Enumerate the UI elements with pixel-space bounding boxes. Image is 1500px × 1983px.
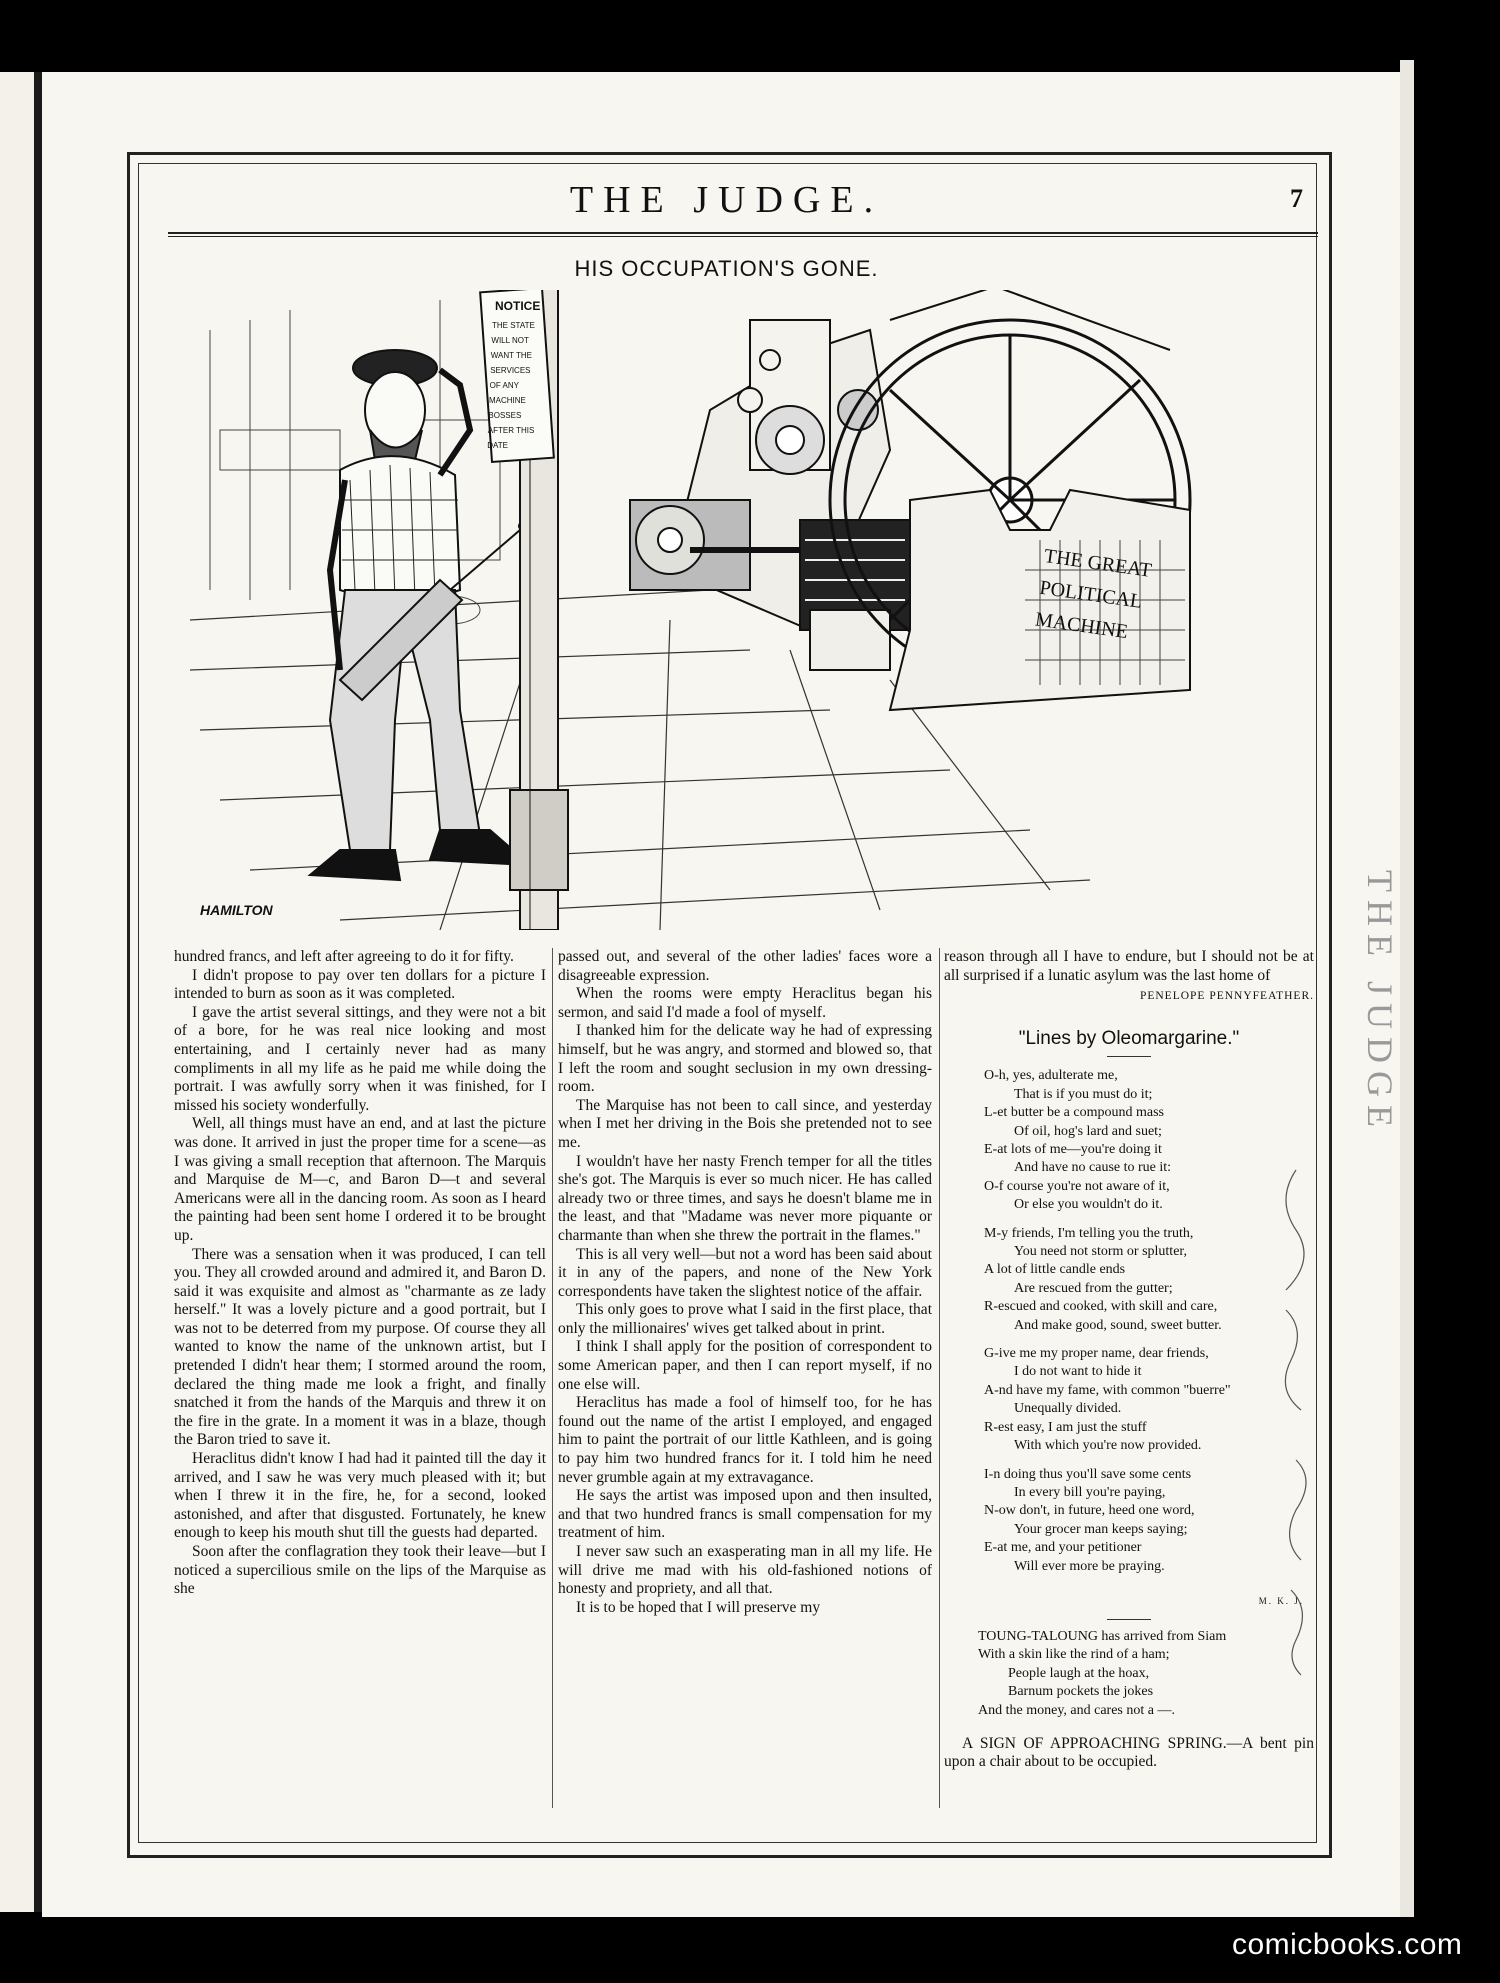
divider [1107,1619,1151,1620]
column-divider-1 [552,948,553,1808]
paragraph: Heraclitus didn't know I had had it painted till the day it arrived, and I saw he was very much pleased with it; but when I threw it in the fire, he, for a second, looked astonished, and after that disgusted. Fortunately, he knew enough to keep his mouth shut till the guests had departed. [174,1450,546,1542]
verse-line: And the money, and cares not a —. [978,1702,1175,1718]
notice-line: OF ANY [489,381,519,390]
notice-heading: NOTICE [495,299,541,313]
paragraph: I gave the artist several sittings, and they were not a bit of a bore, for he was real nice looking and most entertaining, and I certainly never had as many compliments in all my life as he paid me while doing the portrait. I was awfully sorry when it was finished, for I missed his society wonderfully. [174,1003,546,1114]
notice-line: AFTER THIS [487,426,535,435]
poem-line: R-escued and cooked, with skill and care, [984,1299,1218,1315]
poem-line: Are rescued from the gutter; [1014,1280,1173,1296]
paragraph: This only goes to prove what I said in the first place, that only the millionaires' wives get talked about in print. [558,1301,932,1337]
poem-stanza [984,1345,1314,1455]
poem-line: Of oil, hog's lard and suet; [1014,1123,1162,1139]
poem-body [944,1067,1314,1576]
poem-line: And make good, sound, sweet butter. [1014,1317,1222,1333]
paragraph: passed out, and several of the other ladies' faces wore a disagreeable expression. [558,948,932,984]
poem-line: E-at me, and your petitioner [984,1540,1142,1556]
verse-line: TOUNG-TALOUNG has arrived from Siam [978,1628,1227,1644]
article-column-1 [174,948,546,1599]
column-divider-2 [939,948,940,1808]
political-machine [630,320,910,670]
paragraph: I never saw such an exasperating man in all my life. He will drive me mad with his old-fashioned notions of honesty and propriety, and all that. [558,1543,932,1598]
machine-label-line: POLITICAL [1038,576,1144,613]
spring-heading: A SIGN OF APPROACHING SPRING. [962,1734,1227,1752]
poem-line: You need not storm or splutter, [1014,1244,1188,1260]
notice-line: MACHINE [489,396,526,405]
spine-text [1330,860,1400,1240]
watermark: comicbooks.com [1232,1928,1463,1961]
poem-line: M-y friends, I'm telling you the truth, [984,1225,1194,1241]
verse-line: Barnum pockets the jokes [1008,1684,1154,1700]
notice-line: SERVICES [490,366,531,375]
spring-item [944,1735,1314,1772]
poem-line: And have no cause to rue it: [1014,1160,1172,1176]
machine-base [890,490,1190,710]
poem-line: Or else you wouldn't do it. [1014,1197,1163,1213]
poem-line: R-est easy, I am just the stuff [984,1419,1147,1435]
masthead-rule-thin [168,236,1318,237]
poem-stanza [984,1067,1314,1214]
paragraph: reason through all I have to endure, but I should not be at all surprised if a lunatic asylum was the last home of [944,948,1314,984]
poem-stanza [984,1225,1314,1335]
author-signature: PENELOPE PENNYFEATHER. [1139,990,1314,1003]
notice-sign [480,290,554,462]
paragraph: There was a sensation when it was produced, I can tell you. They all crowded around and admired it, and Baron D. said it was exquisite and almost as "charmante as ze lady herself." It was a lovely picture and a good portrait, but I was not to be deterred from my purpose. Of course they all wanted to know the name of the unknown artist, but I pretended I didn't hear them; I stormed around the room, declared the thing made me look a fright, and finally snatched it from the hands of the Marquis and threw it on the fire in the grate. In a moment it was in a blaze, though the Baron tried to save it. [174,1245,546,1449]
paragraph: Soon after the conflagration they took their leave—but I noticed a supercilious smile on the lips of the Marquise as she [174,1543,546,1598]
page-stack-edge [1400,60,1414,1920]
article-column-2 [558,948,932,1617]
paragraph: The Marquise has not been to call since, and yesterday when I met her driving in the Bois she pretended not to see me. [558,1096,932,1151]
verse-line: People laugh at the hoax, [1008,1665,1150,1681]
poem-line: E-at lots of me—you're doing it [984,1142,1162,1157]
paragraph: When the rooms were empty Heraclitus began his sermon, and said I'd made a fool of myself. [558,985,932,1021]
artist-signature: HAMILTON [200,902,273,918]
poem-line: A-nd have my fame, with common "buerre" [984,1382,1231,1398]
gutter-shadow [34,72,42,1912]
machine-label-line: MACHINE [1033,608,1130,644]
notice-line: THE STATE [492,321,535,330]
paragraph: It is to be hoped that I will preserve my [576,1598,821,1616]
notice-line: WANT THE [490,351,532,360]
poem-line: In every bill you're paying, [1014,1484,1166,1500]
paragraph: This is all very well—but not a word has been said about it in any of the papers, and none of the New York correspondents have taken the slightest notice of the affair. [558,1245,932,1300]
paragraph: Well, all things must have an end, and at last the picture was done. It arrived in just the proper time for a scene—as I was giving a small reception that afternoon. The Marquis and Marquise de M—c, and Baron D—t and several Americans were all in the dancing room. As soon as I heard the painting had been sent home I ordered it to be brought up. [174,1115,546,1244]
poem-line: With which you're now provided. [1014,1438,1202,1454]
poem-line: O-f course you're not aware of it, [984,1178,1170,1194]
verse-line: With a skin like the rind of a ham; [978,1647,1170,1663]
divider [1107,1056,1151,1057]
article-column-3 [944,948,1314,1772]
cartoon-illustration [190,290,1320,930]
poem-line: That is if you must do it; [1014,1086,1153,1102]
poem-line: O-h, yes, adulterate me, [984,1068,1118,1084]
paragraph: hundred francs, and left after agreeing to do it for fifty. [174,948,514,965]
poem-stanza [984,1466,1314,1576]
poem-title: "Lines by Oleomargarine." [1018,1027,1240,1049]
paragraph: I think I shall apply for the position of correspondent to some American paper, and then I can report myself, if no one else will. [558,1338,932,1393]
masthead: THE JUDGE. [569,179,884,221]
poem-line: I do not want to hide it [1014,1364,1142,1380]
notice-line: WILL NOT [491,336,529,345]
cartoon-title: HIS OCCUPATION'S GONE. [574,256,879,281]
notice-line: DATE [487,441,508,450]
machine-label-line: THE GREAT [1042,545,1154,582]
paragraph: He says the artist was imposed upon and then insulted, and that two hundred francs is small compensation for my treatment of him. [558,1487,932,1542]
paragraph: I wouldn't have her nasty French temper for all the titles she's got. The Marquis is ever so much nicer. He has called already two or three times, and says he doesn't blame me in the least, and that "Madame was never more piquante or charmante than when she threw the portrait in the flames." [558,1152,932,1244]
poem-line: N-ow don't, in future, heed one word, [984,1503,1195,1519]
page-number: 7 [1290,184,1303,213]
paragraph: I didn't propose to pay over ten dollars for a picture I intended to burn as soon as it was completed. [174,966,546,1003]
poem-signature: M. K. J. [1258,1595,1304,1606]
paragraph: Heraclitus has made a fool of himself too, for he has found out the name of the artist I employed, and engaged him to paint the portrait of our little Kathleen, and is going to pay him two hundred francs for it. I told him he need never grumble again at my extravagance. [558,1394,932,1486]
margin-doodle [1266,1160,1326,1680]
poem-line: Will ever more be praying. [1014,1558,1165,1574]
paragraph: I thanked him for the delicate way he had of expressing himself, but he was angry, and stormed and blowed so, that I left the room and sought seclusion in my own dressing-room. [558,1022,932,1096]
poem-line: Your grocer man keeps saying; [1014,1521,1188,1537]
notice-line: BOSSES [488,411,522,420]
masthead-rule [168,232,1318,234]
poem-line: Unequally divided. [1014,1401,1122,1417]
spring-text: —A bent pin upon a chair about to be occupied. [944,1734,1314,1771]
poem-line: A lot of little candle ends [984,1262,1126,1278]
poem-line: I-n doing thus you'll save some cents [984,1466,1192,1482]
poem-line: G-ive me my proper name, dear friends, [984,1346,1209,1362]
toung-taloung-verse [978,1628,1314,1721]
poem-line: L-et butter be a compound mass [984,1105,1165,1121]
spine-title: THE JUDGE [1360,870,1400,1135]
